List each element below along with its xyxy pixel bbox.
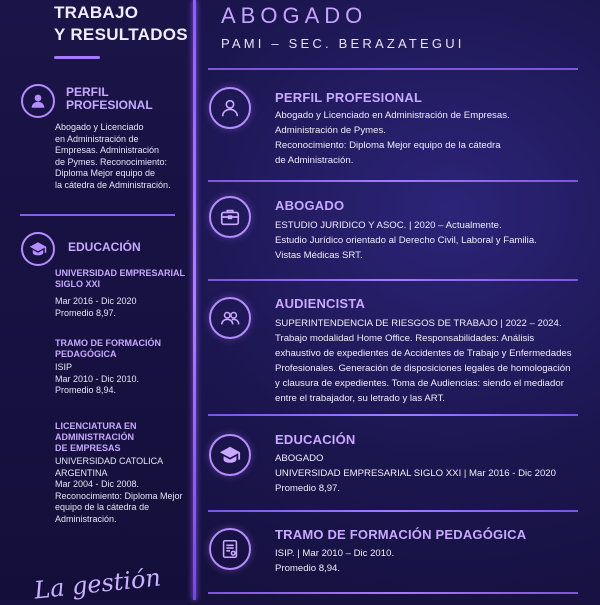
graduation-cap-icon <box>209 434 251 476</box>
certificate-icon <box>209 528 251 570</box>
sidebar-educacion-heading: EDUCACIÓN <box>68 240 141 254</box>
sidebar-lic-title: LICENCIATURA EN ADMINISTRACIÓN DE EMPRESAS <box>55 421 137 453</box>
briefcase-icon <box>209 196 251 238</box>
sidebar-divider-line <box>193 0 196 600</box>
section-divider <box>208 510 578 512</box>
section-educacion-text: ABOGADO UNIVERSIDAD EMPRESARIAL SIGLO XXI | Mar 2016 - Dic 2020 Promedio 8,97. <box>275 453 556 494</box>
section-divider <box>208 180 578 182</box>
section-divider <box>208 279 578 281</box>
sidebar-uni-title: UNIVERSIDAD EMPRESARIAL SIGLO XXI <box>55 268 186 289</box>
section-abogado-heading: ABOGADO <box>275 198 345 213</box>
sidebar-title-underline <box>54 56 100 59</box>
section-tramo-text: ISIP. | Mar 2010 – Dic 2010. Promedio 8,94. <box>275 548 395 574</box>
sidebar-uni-details: Mar 2016 - Dic 2020 Promedio 8,97. <box>55 296 137 318</box>
sidebar-title: TRABAJO Y RESULTADOS <box>54 3 188 44</box>
page-subtitle: PAMI – SEC. BERAZATEGUI <box>221 36 465 51</box>
sidebar-tramo-title: TRAMO DE FORMACIÓN PEDAGÓGICA <box>55 338 161 359</box>
section-divider <box>208 592 578 594</box>
section-abogado-text: ESTUDIO JURIDICO Y ASOC. | 2020 – Actualmente. Estudio Jurídico orientado al Derecho Civil, Laboral y Familia. Vistas Médicas SRT. <box>275 220 537 261</box>
section-perfil-text: Abogado y Licenciado en Administración de Empresas. Administración de Pymes. Reconocimiento: Diploma Mejor equipo de la cátedra de Administración. <box>275 110 510 166</box>
sidebar-tramo-details: ISIP Mar 2010 - Dic 2010. Promedio 8,94. <box>55 362 140 395</box>
graduation-cap-icon <box>21 232 55 266</box>
user-icon <box>209 87 251 129</box>
section-tramo-heading: TRAMO DE FORMACIÓN PEDAGÓGICA <box>275 527 527 542</box>
group-icon <box>209 297 251 339</box>
header-divider <box>208 68 578 70</box>
section-audiencista-text: SUPERINTENDENCIA DE RIESGOS DE TRABAJO | 2022 – 2024. Trabajo modalidad Home Office. Responsabilidades: Análisis exhaustivo de expedientes de Accidentes de Trabajo y Enfermedades Profesionales. Generación de disposiciones legales de homologación y clausura de expedientes. Toma de Audiencias: siendo el mediador entre el trabajador, su letrado y las ART. <box>275 318 572 404</box>
section-educacion-heading: EDUCACIÓN <box>275 432 356 447</box>
section-divider <box>208 414 578 416</box>
sidebar-perfil-heading: PERFIL PROFESIONAL <box>66 85 153 112</box>
page-title: ABOGADO <box>221 3 368 28</box>
sidebar-perfil-text: Abogado y Licenciado en Administración de Empresas. Administración de Pymes. Reconocimiento: Diploma Mejor equipo de la cátedra de Administración. <box>55 122 171 190</box>
sidebar-divider <box>20 214 175 216</box>
sidebar-lic-details: UNIVERSIDAD CATOLICA ARGENTINA Mar 2004 - Dic 2008. Reconocimiento: Diploma Mejor equipo de la cátedra de Administración. <box>55 456 183 524</box>
user-icon <box>21 84 55 118</box>
section-perfil-heading: PERFIL PROFESIONAL <box>275 90 423 105</box>
section-audiencista-heading: AUDIENCISTA <box>275 296 366 311</box>
sidebar-script-text: La gestión <box>32 563 163 605</box>
